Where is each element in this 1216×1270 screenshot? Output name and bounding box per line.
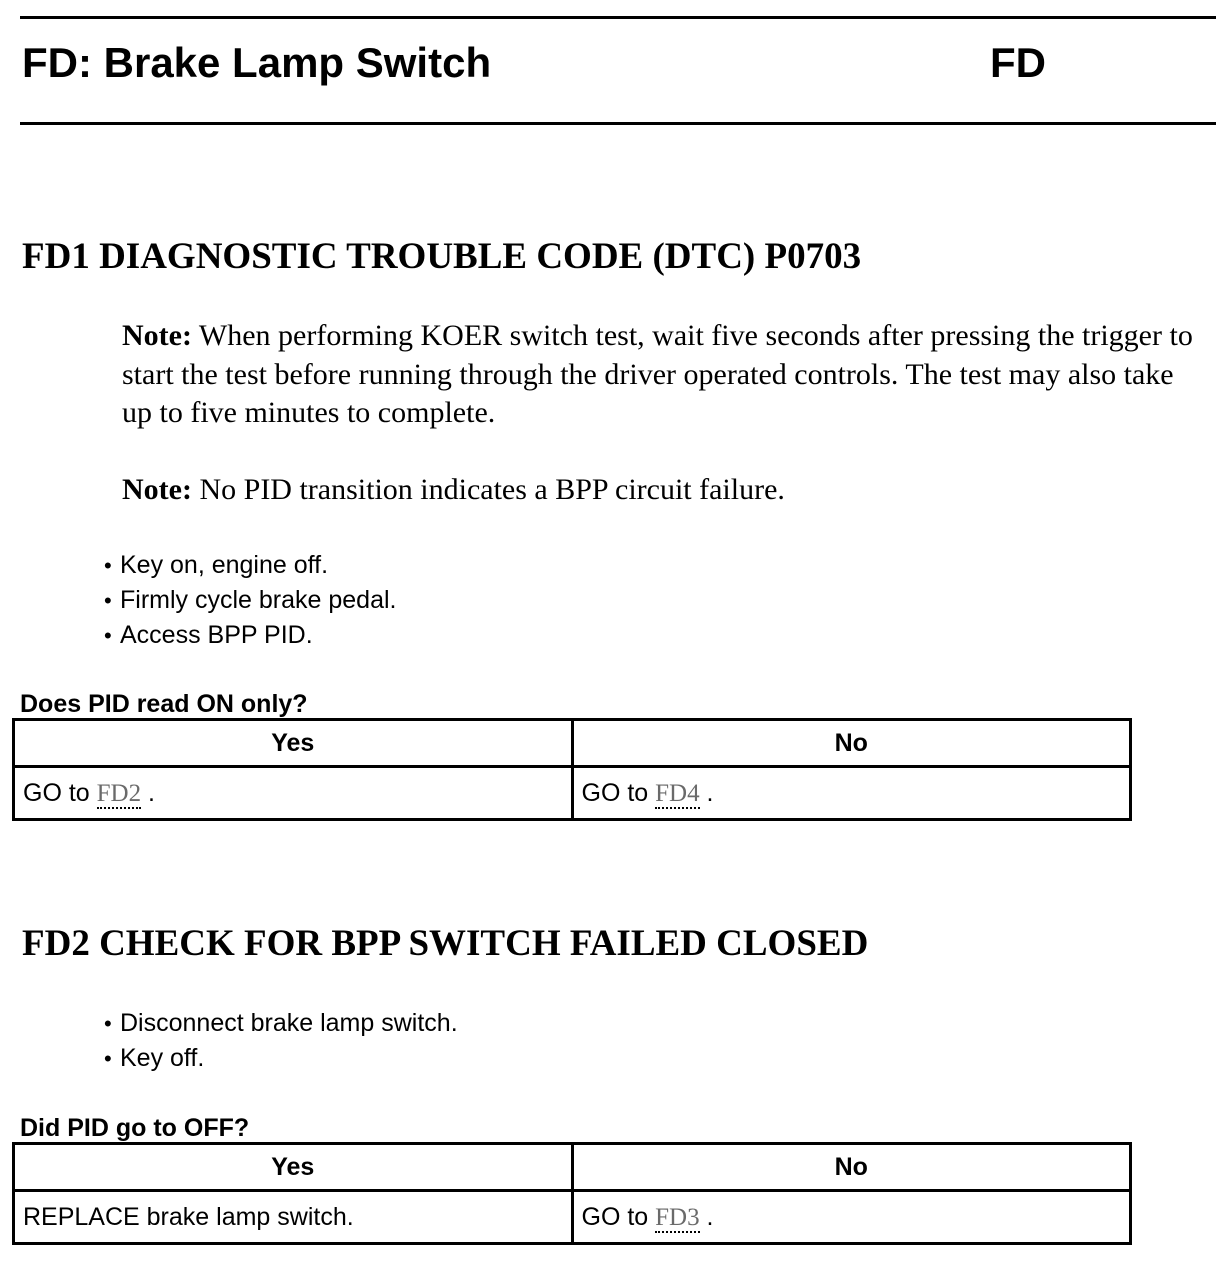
table-header-row (14, 720, 1131, 767)
table-row (14, 1191, 1131, 1244)
no-cell: GO to FD4 . (572, 767, 1131, 820)
list-item-text: Disconnect brake lamp switch. (120, 1009, 458, 1037)
fd2-result-table (12, 1142, 1132, 1245)
note-label: Note: (122, 319, 192, 352)
note-text: When performing KOER switch test, wait five seconds after pressing the trigger to start the test before running through the driver operated controls. The test may also take up to five minutes to complete. (122, 319, 1193, 429)
list-item-text: Access BPP PID. (120, 621, 313, 649)
top-rule (20, 16, 1216, 19)
table-header-row (14, 1144, 1131, 1191)
list-item-text: Key on, engine off. (120, 551, 329, 579)
yes-header: Yes (14, 1144, 573, 1191)
bullet-icon: • (104, 1011, 112, 1036)
step-heading-fd2: FD2 CHECK FOR BPP SWITCH FAILED CLOSED (22, 923, 869, 964)
list-item (104, 548, 396, 583)
list-item (104, 583, 396, 618)
yes-cell: GO to FD2 . (14, 767, 573, 820)
note-text: No PID transition indicates a BPP circuit failure. (191, 473, 785, 506)
list-item (104, 618, 396, 653)
list-item (104, 1041, 458, 1076)
fd2-steps-list (104, 1006, 458, 1076)
fd2-link[interactable]: FD2 (96, 779, 142, 807)
no-cell: GO to FD3 . (572, 1191, 1131, 1244)
no-header: No (572, 720, 1131, 767)
table-row (14, 767, 1131, 820)
list-item (104, 1006, 458, 1041)
fd3-link[interactable]: FD3 (655, 1203, 700, 1231)
note-label: Note: (122, 473, 192, 506)
bullet-icon: • (104, 553, 112, 578)
bullet-icon: • (104, 588, 112, 613)
note-pid-transition (122, 471, 1202, 510)
fd4-link[interactable]: FD4 (655, 779, 700, 807)
list-item-text: Firmly cycle brake pedal. (120, 586, 397, 614)
fd1-question: Does PID read ON only? (20, 690, 308, 718)
page-code: FD (990, 39, 1046, 86)
bullet-icon: • (104, 623, 112, 648)
note-koer (122, 317, 1202, 433)
no-header: No (572, 1144, 1131, 1191)
fd1-result-table (12, 718, 1132, 821)
yes-header: Yes (14, 720, 573, 767)
list-item-text: Key off. (120, 1044, 205, 1072)
fd2-question: Did PID go to OFF? (20, 1114, 250, 1142)
page-title: FD: Brake Lamp Switch (22, 39, 492, 86)
step-heading-fd1: FD1 DIAGNOSTIC TROUBLE CODE (DTC) P0703 (22, 236, 862, 277)
yes-cell: REPLACE brake lamp switch. (14, 1191, 573, 1244)
bullet-icon: • (104, 1046, 112, 1071)
fd1-steps-list (104, 548, 396, 653)
header-bottom-rule (20, 122, 1216, 125)
